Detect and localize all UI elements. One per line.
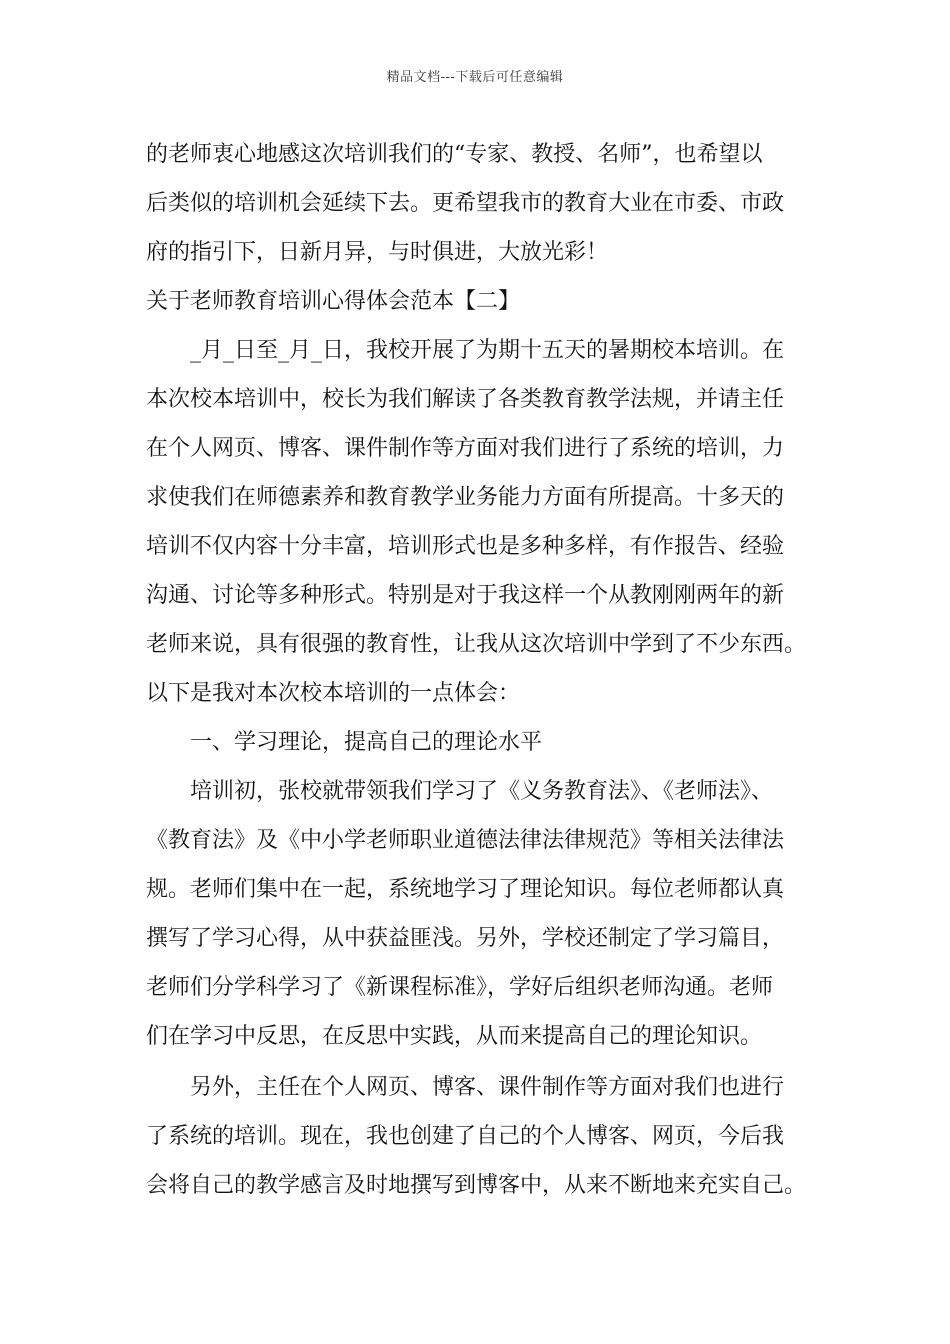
page-header: 精品文档---下载后可任意编辑 [386, 70, 564, 85]
text-line: 另外，主任在个人网页、博客、课件制作等方面对我们也进行 [190, 1075, 785, 1100]
text-line: 以下是我对本次校本培训的一点体会： [146, 681, 521, 706]
document-body [146, 130, 818, 1210]
text-line: 会将自己的教学感言及时地撰写到博客中，从来不断地来充实自己。 [146, 1173, 807, 1198]
text-line: 了系统的培训。现在，我也创建了自己的个人博客、网页，今后我 [146, 1124, 785, 1149]
subsection-heading: 一、学习理论，提高自己的理论水平 [190, 730, 543, 755]
text-line: 的老师衷心地感这次培训我们的“专家、教授、名师”，也希望以 [146, 142, 763, 167]
text-line: 府的指引下，日新月异，与时俱进，大放光彩！ [146, 240, 609, 265]
text-line: 在个人网页、博客、课件制作等方面对我们进行了系统的培训，力 [146, 436, 785, 461]
text-line: 老师们分学科学习了《新课程标准》，学好后组织老师沟通。老师 [146, 975, 774, 1000]
text-line: 《教育法》及《中小学老师职业道德法律法律规范》等相关法律法 [146, 828, 785, 853]
text-line: 老师来说，具有很强的教育性，让我从这次培训中学到了不少东西。 [146, 632, 807, 657]
text-line: 撰写了学习心得，从中获益匪浅。另外，学校还制定了学习篇目， [146, 926, 785, 951]
text-line: 们在学习中反思，在反思中实践，从而来提高自己的理论知识。 [146, 1024, 763, 1049]
text-line: 求使我们在师德素养和教育教学业务能力方面有所提高。十多天的 [146, 485, 785, 510]
text-line: 后类似的培训机会延续下去。更希望我市的教育大业在市委、市政 [146, 191, 785, 216]
text-line: 沟通、讨论等多种形式。特别是对于我这样一个从教刚刚两年的新 [146, 583, 785, 608]
text-line: _月_日至_月_日，我校开展了为期十五天的暑期校本培训。在 [190, 338, 785, 363]
section-heading: 关于老师教育培训心得体会范本【二】 [146, 289, 521, 314]
text-line: 规。老师们集中在一起，系统地学习了理论知识。每位老师都认真 [146, 877, 785, 902]
text-line: 培训不仅内容十分丰富，培训形式也是多种多样，有作报告、经验 [146, 534, 785, 559]
text-line: 培训初，张校就带领我们学习了《义务教育法》、《老师法》、 [190, 779, 774, 804]
text-line: 本次校本培训中，校长为我们解读了各类教育教学法规，并请主任 [146, 387, 785, 412]
